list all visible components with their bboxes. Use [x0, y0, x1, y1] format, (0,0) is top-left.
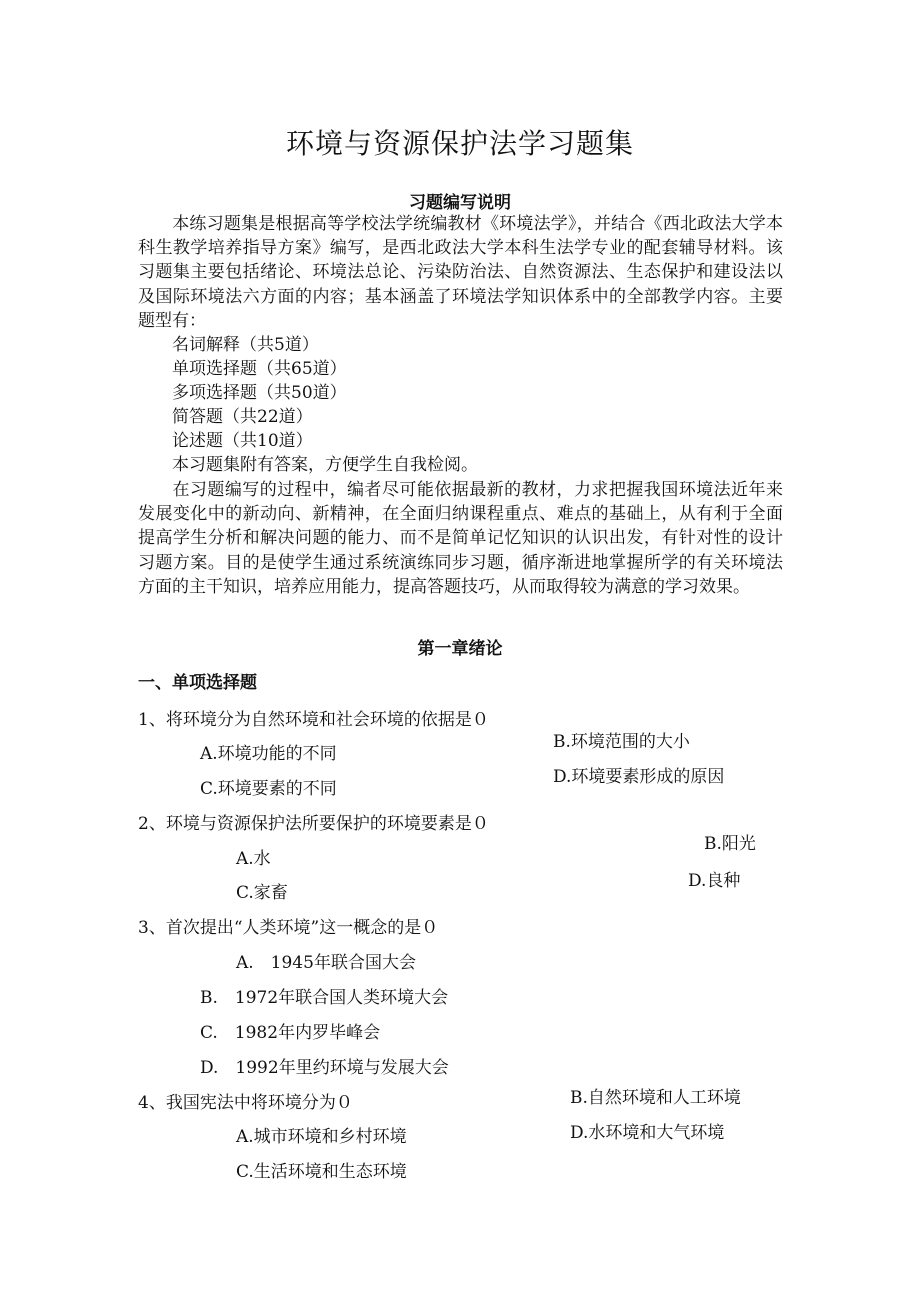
- intro-paragraph-2-text: 在习题编写的过程中，编者尽可能依据最新的教材，力求把握我国环境法近年来发展变化中的新动向、新精神，在全面归纳课程重点、难点的基础上，从有利于全面提高学生分析和解决问题的能力、而不是简单记忆知识的认识出发，有针对性的设计习题方案。目的是使学生通过系统演练同步习题，循序渐进地掌握所学的有关环境法方面的主干知识，培养应用能力，提高答题技巧，从而取得较为满意的学习效果。: [138, 480, 783, 597]
- option-b: B. 1972年联合国人类环境大会: [200, 988, 449, 1008]
- option-a: A.环境功能的不同: [200, 744, 337, 764]
- question-type-item: 论述题（共10道）: [172, 431, 313, 451]
- option-b: B.自然环境和人工环境: [570, 1088, 741, 1108]
- option-a: A. 1945年联合国大会: [236, 953, 416, 973]
- question-type-item: 多项选择题（共50道）: [172, 383, 347, 403]
- option-d: D.水环境和大气环境: [570, 1123, 725, 1143]
- option-c: C.家畜: [236, 883, 288, 903]
- intro-paragraph-2: [138, 478, 783, 599]
- option-c: C.生活环境和生态环境: [236, 1162, 407, 1182]
- chapter-title: 第一章绪论: [417, 639, 503, 659]
- intro-paragraph-1: [138, 212, 783, 333]
- question-type-item: 简答题（共22道）: [172, 407, 313, 427]
- question-type-item: 单项选择题（共65道）: [172, 359, 347, 379]
- option-d: D.环境要素形成的原因: [553, 767, 725, 787]
- question-stem: 3、首次提出“人类环境”这一概念的是０: [138, 918, 439, 938]
- question-type-item: 名词解释（共5道）: [172, 335, 319, 355]
- question-stem: 4、我国宪法中将环境分为０: [138, 1093, 353, 1113]
- option-a: A.水: [236, 849, 271, 869]
- option-b: B.环境范围的大小: [553, 732, 690, 752]
- intro-paragraph-1-text: 本练习题集是根据高等学校法学统编教材《环境法学》，并结合《西北政法大学本科生教学培养指导方案》编写，是西北政法大学本科生法学专业的配套辅导材料。该习题集主要包括绪论、环境法总论、污染防治法、自然资源法、生态保护和建设法以及国际环境法六方面的内容；基本涵盖了环境法学知识体系中的全部教学内容。主要题型有：: [138, 214, 783, 331]
- question-stem: 2、环境与资源保护法所要保护的环境要素是０: [138, 814, 489, 834]
- option-c: C. 1982年内罗毕峰会: [200, 1023, 381, 1043]
- option-a: A.城市环境和乡村环境: [236, 1127, 407, 1147]
- section-title: 一、单项选择题: [138, 673, 257, 693]
- option-c: C.环境要素的不同: [200, 779, 337, 799]
- document-title: 环境与资源保护法学习题集: [285, 127, 634, 160]
- option-d: D.良种: [688, 871, 741, 891]
- question-stem: 1、将环境分为自然环境和社会环境的依据是０: [138, 710, 489, 730]
- option-b: B.阳光: [704, 834, 756, 854]
- option-d: D. 1992年里约环境与发展大会: [200, 1058, 449, 1078]
- intro-heading: 习题编写说明: [409, 193, 511, 213]
- answer-note: 本习题集附有答案，方便学生自我检阅。: [172, 455, 478, 475]
